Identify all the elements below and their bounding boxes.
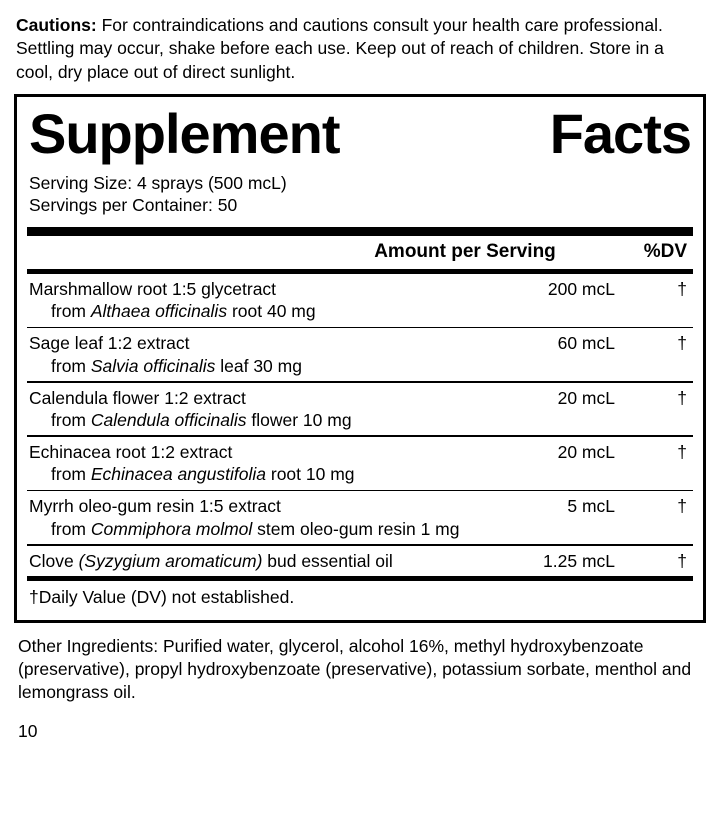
table-row — [27, 383, 693, 436]
supplement-facts-panel — [14, 94, 706, 623]
ingredient-source-line — [29, 518, 691, 540]
page-number: 10 — [18, 720, 38, 741]
ingredient-name: Myrrh oleo-gum resin 1:5 extract — [29, 496, 281, 517]
table-row — [27, 437, 693, 490]
ingredient-amount: 200 mcL — [547, 279, 615, 300]
table-header-row — [27, 236, 693, 269]
header-amount-per-serving: Amount per Serving — [374, 241, 556, 263]
panel-title-facts: Facts — [549, 101, 691, 165]
table-row — [27, 546, 693, 576]
ingredient-amount: 20 mcL — [557, 441, 615, 462]
source-suffix: root 10 mg — [266, 464, 355, 485]
ingredient-name-suffix: bud essential oil — [262, 550, 393, 571]
daily-value-footnote: †Daily Value (DV) not established. — [29, 586, 295, 607]
ingredient-source-line — [29, 409, 691, 431]
ingredient-dv: † — [677, 441, 687, 462]
source-suffix: root 40 mg — [227, 301, 316, 322]
ingredient-amount: 1.25 mcL — [543, 550, 615, 571]
ingredient-source-line — [29, 300, 691, 322]
source-prefix: from — [51, 355, 91, 376]
source-suffix: stem oleo-gum resin 1 mg — [252, 518, 460, 539]
cautions-text: For contraindications and cautions consult your health care professional. Settling may occur, shake before each use. Keep out of reach of children. Store in a cool, dry place out of direct sunlight. — [16, 15, 664, 82]
ingredient-main-line — [29, 332, 691, 354]
ingredient-name: Echinacea root 1:2 extract — [29, 441, 233, 462]
source-botanical-name: Althaea officinalis — [90, 301, 228, 322]
source-prefix: from — [51, 464, 91, 485]
source-prefix: from — [51, 301, 91, 322]
ingredient-amount: 60 mcL — [557, 333, 615, 354]
cautions-label: Cautions: — [16, 15, 97, 35]
ingredient-main-line — [29, 441, 691, 463]
source-botanical-name: Echinacea angustifolia — [90, 464, 266, 485]
ingredient-source-line — [29, 355, 691, 377]
header-percent-dv: %DV — [643, 241, 687, 263]
ingredient-name: Calendula flower 1:2 extract — [29, 387, 246, 408]
divider-thick-top — [27, 227, 693, 236]
ingredient-dv: † — [677, 333, 687, 354]
source-botanical-name: Salvia officinalis — [90, 355, 216, 376]
servings-per-container: Servings per Container: 50 — [29, 195, 238, 216]
source-suffix: flower 10 mg — [246, 410, 352, 431]
ingredient-name — [29, 550, 465, 572]
source-prefix: from — [51, 518, 91, 539]
ingredient-name: Marshmallow root 1:5 glycetract — [29, 279, 277, 300]
ingredient-source-line — [29, 463, 691, 485]
ingredient-amount: 20 mcL — [557, 387, 615, 408]
ingredient-dv: † — [677, 496, 687, 517]
other-ingredients: Other Ingredients: Purified water, glycerol, alcohol 16%, methyl hydroxybenzoate (preservative), propyl hydroxybenzoate (preservative), potassium sorbate, menthol and lemongrass oil. — [18, 635, 692, 703]
ingredient-dv: † — [677, 550, 687, 571]
ingredient-name-prefix: Clove — [29, 550, 79, 571]
ingredient-dv: † — [677, 387, 687, 408]
table-row — [27, 274, 693, 327]
cautions-paragraph — [16, 14, 704, 84]
table-row — [27, 328, 693, 381]
table-row — [27, 491, 693, 544]
panel-title — [27, 103, 693, 168]
ingredient-main-line — [29, 387, 691, 409]
serving-size: Serving Size: 4 sprays (500 mcL) — [29, 172, 287, 193]
ingredient-dv: † — [677, 279, 687, 300]
panel-title-supplement: Supplement — [29, 101, 340, 165]
ingredient-main-line — [29, 550, 691, 572]
source-botanical-name: Calendula officinalis — [90, 410, 247, 431]
ingredient-main-line — [29, 495, 691, 517]
ingredient-main-line — [29, 278, 691, 300]
serving-info — [27, 168, 693, 222]
source-suffix: leaf 30 mg — [215, 355, 302, 376]
source-prefix: from — [51, 410, 91, 431]
ingredient-amount: 5 mcL — [567, 496, 615, 517]
ingredient-botanical-name: (Syzygium aromaticum) — [78, 550, 263, 571]
source-botanical-name: Commiphora molmol — [90, 518, 253, 539]
ingredient-name: Sage leaf 1:2 extract — [29, 333, 190, 354]
